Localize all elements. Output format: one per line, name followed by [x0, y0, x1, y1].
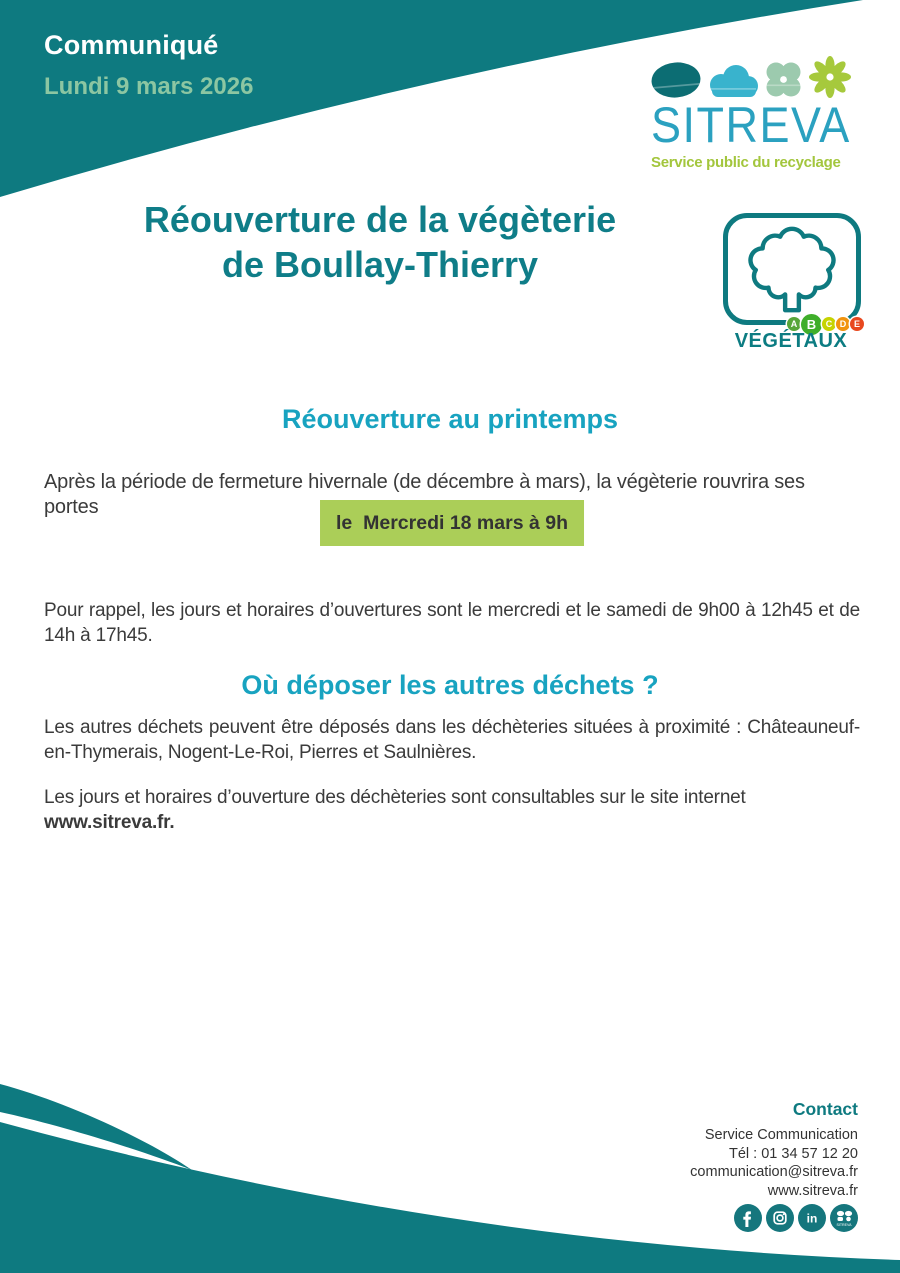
intro-paragraph: Après la période de fermeture hivernale (de décembre à mars), la végèterie rouvrira ses portes — [44, 471, 805, 518]
reopening-date-highlight: le Mercredi 18 mars à 9h — [320, 500, 584, 546]
website-url: www.sitreva.fr. — [44, 811, 175, 833]
svg-text:in: in — [806, 1211, 818, 1226]
grade-a: A — [787, 317, 801, 331]
tree-icon — [733, 220, 851, 318]
hours-paragraph: Pour rappel, les jours et horaires d’ouvertures sont le mercredi et le samedi de 9h00 à 12h45 et de 14h à 17h45. — [44, 600, 860, 646]
contact-phone: Tél : 01 34 57 12 20 — [729, 1145, 858, 1162]
grade-b: B — [801, 314, 822, 335]
flower-icon — [809, 56, 851, 98]
section-heading-reopening: Réouverture au printemps — [281, 404, 619, 434]
document-kicker: Communiqué — [44, 30, 219, 60]
grade-c: C — [822, 317, 836, 331]
footer-band — [0, 1073, 900, 1273]
contact-heading: Contact — [792, 1099, 858, 1119]
document-date: Lundi 9 mars 2026 — [44, 73, 254, 100]
page-title-line1: Réouverture de la végèterie — [143, 199, 617, 240]
contact-email: communication@sitreva.fr — [690, 1164, 858, 1180]
page-title-line2: de Boullay-Thierry — [221, 244, 539, 285]
pebble-icon — [651, 61, 701, 98]
section-heading-other-waste: Où déposer les autres déchets ? — [241, 670, 659, 700]
svg-text:SITREVA: SITREVA — [836, 1222, 852, 1227]
grade-e: E — [850, 317, 864, 331]
vegetaux-badge-box — [723, 213, 861, 325]
vegetaux-label: VÉGÉTAUX — [734, 330, 848, 352]
contact-website: www.sitreva.fr — [767, 1182, 858, 1199]
website-note-paragraph — [44, 786, 860, 835]
logo-wordmark: SITREVA — [651, 95, 851, 153]
page-title — [40, 197, 720, 287]
website-note-text: Les jours et horaires d’ouverture des déchèteries sont consultables sur le site internet — [44, 787, 746, 808]
contact-service: Service Communication — [704, 1127, 858, 1143]
logo-tagline: Service public du recyclage — [651, 154, 841, 171]
cloud-icon — [708, 64, 758, 98]
sitreva-logo — [651, 56, 861, 171]
other-waste-paragraph: Les autres déchets peuvent être déposés dans les déchèteries situées à proximité : Châteauneuf-en-Thymerais, Nogent-Le-Roi, Pierres et Saulnières. — [44, 717, 860, 763]
grade-d: D — [836, 317, 850, 331]
clover-icon — [765, 61, 802, 98]
logo-shapes — [651, 56, 861, 98]
